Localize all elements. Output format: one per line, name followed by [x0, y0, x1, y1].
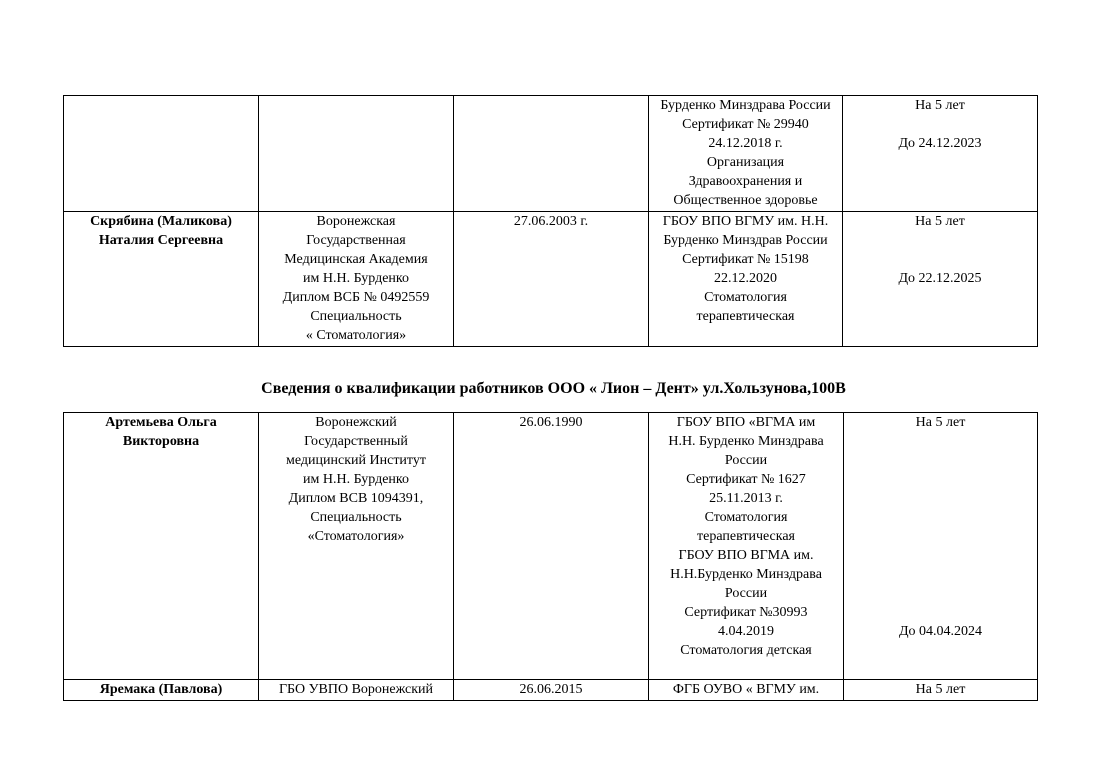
education-line: им Н.Н. Бурденко — [303, 472, 409, 487]
certificate-line: Здравоохранения и — [688, 174, 803, 189]
validity-period: На 5 лет — [915, 214, 965, 229]
certificate-line: ГБОУ ВПО «ВГМА им — [676, 415, 816, 430]
education-line: Воронежская — [316, 214, 396, 229]
table-row — [64, 96, 1038, 212]
education-cell — [259, 96, 454, 212]
certificate-line: России — [724, 453, 768, 468]
employee-name-line: Наталия Сергеевна — [98, 233, 224, 248]
certificate-line: Сертификат № 29940 — [682, 117, 809, 132]
graduation-date: 26.06.1990 — [519, 415, 583, 430]
certificate-line: ФГБ ОУВО « ВГМУ им. — [672, 682, 820, 697]
education-line: Медицинская Академия — [284, 252, 428, 267]
validity-cell — [844, 413, 1038, 680]
validity-until: До 04.04.2024 — [898, 624, 983, 639]
employee-name-line: Артемьева Ольга — [105, 415, 217, 430]
graduation-date: 26.06.2015 — [519, 682, 583, 697]
employee-name-line: Скрябина (Маликова) — [90, 214, 232, 229]
education-line: Специальность — [310, 309, 402, 324]
validity-until: До 22.12.2025 — [898, 271, 982, 286]
employee-name-line: Яремака (Павлова) — [99, 682, 223, 697]
education-line: ГБО УВПО Воронежский — [278, 682, 434, 697]
certificate-line: терапевтическая — [697, 529, 795, 544]
certificate-line: Стоматология — [704, 510, 788, 525]
certificate-line: Н.Н. Бурденко Минздрава — [668, 434, 824, 449]
certificate-line: Бурденко Минздрав России — [663, 233, 828, 248]
education-line: Специальность — [310, 510, 402, 525]
certificate-cell — [649, 680, 844, 701]
certificate-line: Н.Н.Бурденко Минздрава — [670, 567, 822, 582]
certificate-line: 24.12.2018 г. — [708, 136, 783, 151]
certificate-line: Стоматология детская — [680, 643, 812, 658]
certificate-line: Сертификат № 15198 — [682, 252, 809, 267]
certificate-line: России — [724, 586, 768, 601]
education-cell — [259, 413, 454, 680]
education-line: Диплом ВСВ 1094391, — [288, 491, 424, 506]
certificate-line: Общественное здоровье — [673, 193, 818, 208]
education-line: Государственный — [304, 434, 408, 449]
certificate-line: ГБОУ ВПО ВГМА им. — [678, 548, 814, 563]
certificate-line: Сертификат №30993 — [684, 605, 808, 620]
graduation-date: 27.06.2003 г. — [513, 214, 589, 229]
education-cell — [259, 212, 454, 347]
employee-name-cell — [64, 212, 259, 347]
table-row — [64, 212, 1038, 347]
certificate-line: терапевтическая — [696, 309, 795, 324]
table-row — [64, 413, 1038, 680]
validity-until: До 24.12.2023 — [898, 136, 982, 151]
validity-period: На 5 лет — [915, 98, 965, 113]
employee-name-cell — [64, 680, 259, 701]
certificate-cell — [649, 212, 843, 347]
education-line: Воронежский — [315, 415, 397, 430]
certificate-line: Сертификат № 1627 — [686, 472, 806, 487]
graduation-date-cell — [454, 212, 649, 347]
education-line: медицинский Институт — [286, 453, 426, 468]
education-line: «Стоматология» — [307, 529, 405, 544]
table-row — [64, 680, 1038, 701]
certificate-cell — [649, 96, 843, 212]
education-line: им Н.Н. Бурденко — [303, 271, 409, 286]
education-line: Диплом ВСБ № 0492559 — [282, 290, 430, 305]
graduation-date-cell — [454, 680, 649, 701]
validity-period: На 5 лет — [915, 682, 966, 697]
employee-name-cell — [64, 413, 259, 680]
education-line: Государственная — [306, 233, 406, 248]
validity-cell — [843, 96, 1038, 212]
qualification-table-continued — [63, 95, 1038, 347]
certificate-line: 25.11.2013 г. — [709, 491, 783, 506]
certificate-line: Стоматология — [704, 290, 787, 305]
certificate-cell — [649, 413, 844, 680]
certificate-line: 22.12.2020 — [714, 271, 777, 286]
validity-cell — [843, 212, 1038, 347]
validity-period: На 5 лет — [915, 415, 966, 430]
graduation-date-cell — [454, 96, 649, 212]
employee-name-cell — [64, 96, 259, 212]
certificate-line: ГБОУ ВПО ВГМУ им. Н.Н. — [662, 214, 829, 229]
education-line: « Стоматология» — [305, 328, 407, 343]
graduation-date-cell — [454, 413, 649, 680]
section-heading: Сведения о квалификации работников ООО « Лион – Дент» ул.Хользунова,100В — [261, 380, 846, 397]
validity-cell — [844, 680, 1038, 701]
certificate-line: Бурденко Минздрава России — [660, 98, 831, 113]
education-cell — [259, 680, 454, 701]
employee-name-line: Викторовна — [122, 434, 200, 449]
certificate-line: Организация — [706, 155, 785, 170]
certificate-line: 4.04.2019 — [718, 624, 774, 639]
qualification-table — [63, 412, 1038, 701]
